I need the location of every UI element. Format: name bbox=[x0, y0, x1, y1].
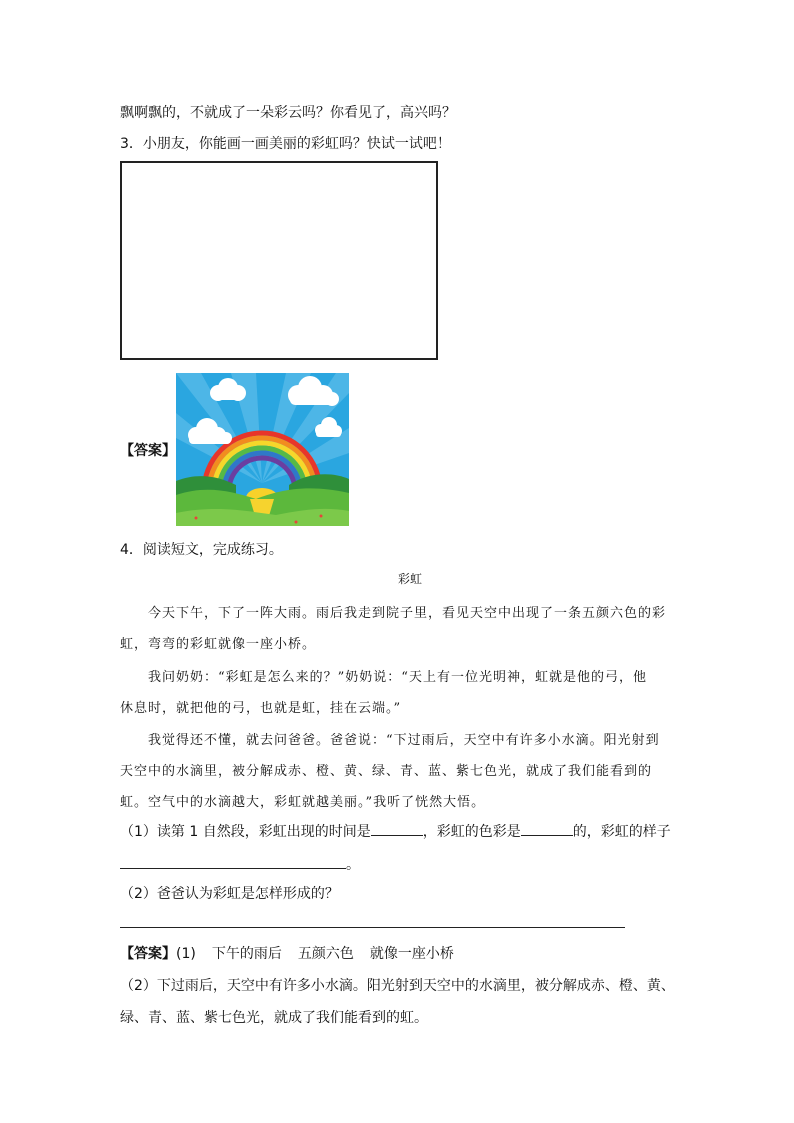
q1-end: 。 bbox=[346, 857, 360, 873]
question-4-text: 4．阅读短文，完成练习。 bbox=[120, 542, 283, 558]
question-4-1-continued bbox=[120, 855, 360, 875]
story-paragraph-1-line-1: 今天下午，下了一阵大雨。雨后我走到院子里，看见天空中出现了一条五颜六色的彩 bbox=[148, 606, 667, 621]
story-paragraph-2-line-2: 休息时，就把他的弓，也就是虹，挂在云端。” bbox=[120, 701, 402, 716]
answer-4-2-line-2: 绿、青、蓝、紫七色光，就成了我们能看到的虹。 bbox=[120, 1010, 428, 1026]
answer-1-prefix: (1) bbox=[176, 946, 196, 962]
drawing-answer-box bbox=[120, 161, 438, 360]
story-title: 彩虹 bbox=[398, 572, 423, 586]
story-paragraph-2-line-1: 我问奶奶：“彩虹是怎么来的？”奶奶说：“天上有一位光明神，虹就是他的弓，他 bbox=[148, 670, 647, 685]
answer-label-q3: 【答案】 bbox=[120, 443, 176, 459]
q1-part-1: （1）读第 1 自然段，彩虹出现的时间是 bbox=[120, 824, 371, 840]
blank-color[interactable] bbox=[521, 835, 573, 836]
blank-shape[interactable] bbox=[120, 868, 346, 869]
answer-shape: 就像一座小桥 bbox=[369, 946, 454, 962]
q2-answer-line[interactable] bbox=[120, 927, 625, 928]
answer-label-q4: 【答案】 bbox=[120, 946, 176, 962]
answer-4-1 bbox=[120, 944, 454, 964]
q1-part-2: ，彩虹的色彩是 bbox=[422, 824, 521, 840]
intro-tail-text: 飘啊飘的，不就成了一朵彩云吗？你看见了，高兴吗？ bbox=[120, 105, 456, 121]
q1-part-3: 的，彩虹的样子 bbox=[572, 824, 671, 840]
story-paragraph-3-line-3: 虹。空气中的水滴越大，彩虹就越美丽。”我听了恍然大悟。 bbox=[120, 795, 486, 810]
blank-time[interactable] bbox=[371, 835, 423, 836]
rainbow-picture bbox=[176, 373, 349, 526]
question-3-text: 3．小朋友，你能画一画美丽的彩虹吗？快试一试吧！ bbox=[120, 136, 451, 152]
story-paragraph-3-line-2: 天空中的水滴里，被分解成赤、橙、黄、绿、青、蓝、紫七色光，就成了我们能看到的 bbox=[120, 764, 653, 779]
answer-4-2-line-1: （2）下过雨后，天空中有许多小水滴。阳光射到天空中的水滴里，被分解成赤、橙、黄、 bbox=[120, 978, 675, 994]
question-4-2-text: （2）爸爸认为彩虹是怎样形成的？ bbox=[120, 886, 339, 902]
story-paragraph-3-line-1: 我觉得还不懂，就去问爸爸。爸爸说：“下过雨后，天空中有许多小水滴。阳光射到 bbox=[148, 733, 660, 748]
answer-time: 下午的雨后 bbox=[211, 946, 282, 962]
answer-color: 五颜六色 bbox=[297, 946, 354, 962]
question-4-1-text bbox=[120, 822, 671, 842]
story-paragraph-1-line-2: 虹，弯弯的彩虹就像一座小桥。 bbox=[120, 637, 317, 652]
